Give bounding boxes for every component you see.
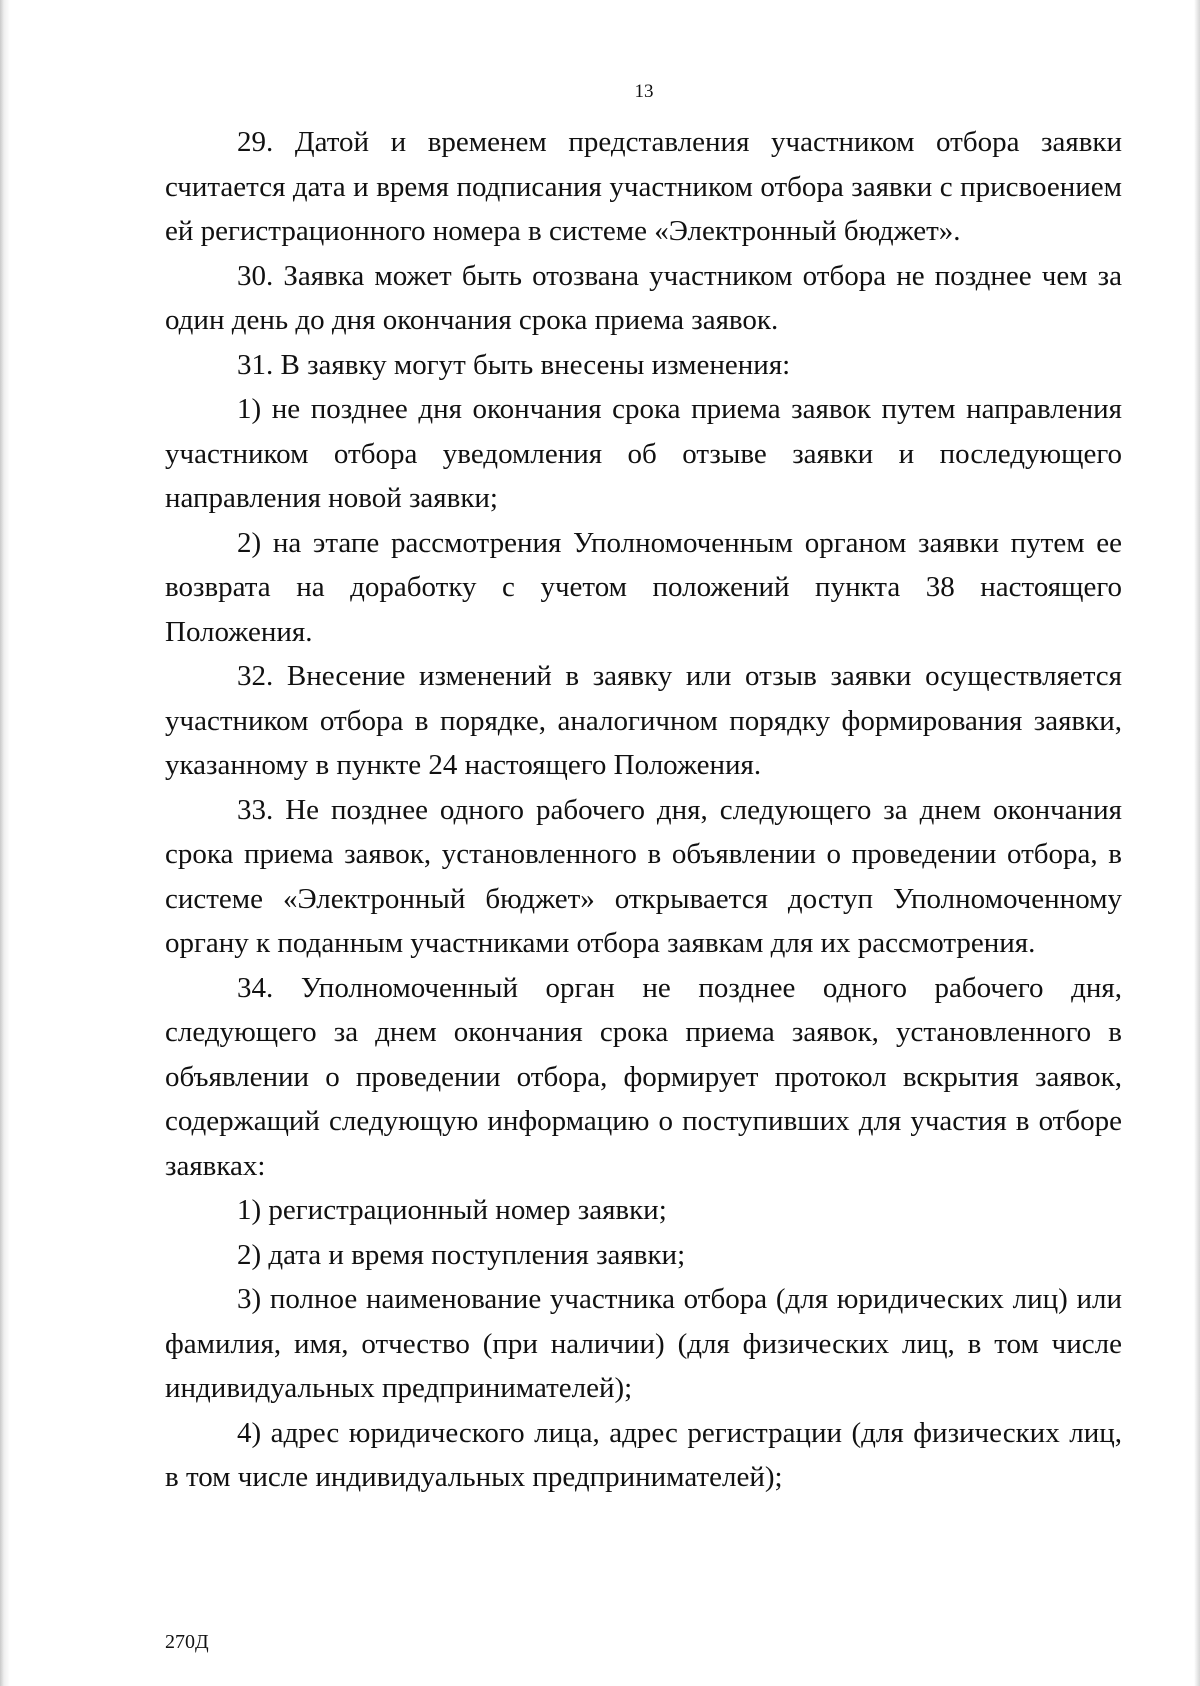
paragraph-29: 29. Датой и временем представления участником отбора заявки считается дата и время подписания участником отбора заявки с присвоением ей регистрационного номера в системе «Электронный бюджет». (165, 126, 1122, 247)
paragraph-31-item-1: 1) не позднее дня окончания срока приема заявок путем направления участником отбора уведомления об отзыве заявки и последующего направления новой заявки; (165, 393, 1122, 514)
paragraph-30: 30. Заявка может быть отозвана участником отбора не позднее чем за один день до дня окончания срока приема заявок. (165, 259, 1122, 336)
document-footer-code: 270Д (165, 1631, 209, 1653)
paragraph-33: 33. Не позднее одного рабочего дня, следующего за днем окончания срока приема заявок, установленного в объявлении о проведении отбора, в системе «Электронный бюджет» открывается доступ Уполномоченному органу к поданным участниками отбора заявкам для их рассмотрения. (165, 793, 1122, 959)
paragraph-31: 31. В заявку могут быть внесены изменения: (237, 348, 791, 381)
paragraph-34-item-4: 4) адрес юридического лица, адрес регистрации (для физических лиц, в том числе индивидуальных предпринимателей); (165, 1416, 1122, 1493)
paragraph-32: 32. Внесение изменений в заявку или отзыв заявки осуществляется участником отбора в порядке, аналогичном порядку формирования заявки, указанному в пункте 24 настоящего Положения. (165, 660, 1122, 781)
scan-edge-left (0, 0, 10, 1686)
paragraph-34-item-2: 2) дата и время поступления заявки; (237, 1238, 686, 1271)
paragraph-34: 34. Уполномоченный орган не позднее одного рабочего дня, следующего за днем окончания срока приема заявок, установленного в объявлении о проведении отбора, формирует протокол вскрытия заявок, содержащий следующую информацию о поступивших для участия в отборе заявках: (165, 971, 1122, 1182)
document-body (165, 120, 1122, 1500)
page-number: 13 (634, 81, 654, 102)
paragraph-31-item-2: 2) на этапе рассмотрения Уполномоченным органом заявки путем ее возврата на доработку с учетом положений пункта 38 настоящего Положения. (165, 526, 1122, 648)
paragraph-34-item-1: 1) регистрационный номер заявки; (237, 1194, 667, 1226)
paragraph-34-item-3: 3) полное наименование участника отбора (для юридических лиц) или фамилия, имя, отчество (при наличии) (для физических лиц, в том числе индивидуальных предпринимателей); (165, 1283, 1122, 1404)
scan-edge-right (1194, 0, 1200, 1686)
